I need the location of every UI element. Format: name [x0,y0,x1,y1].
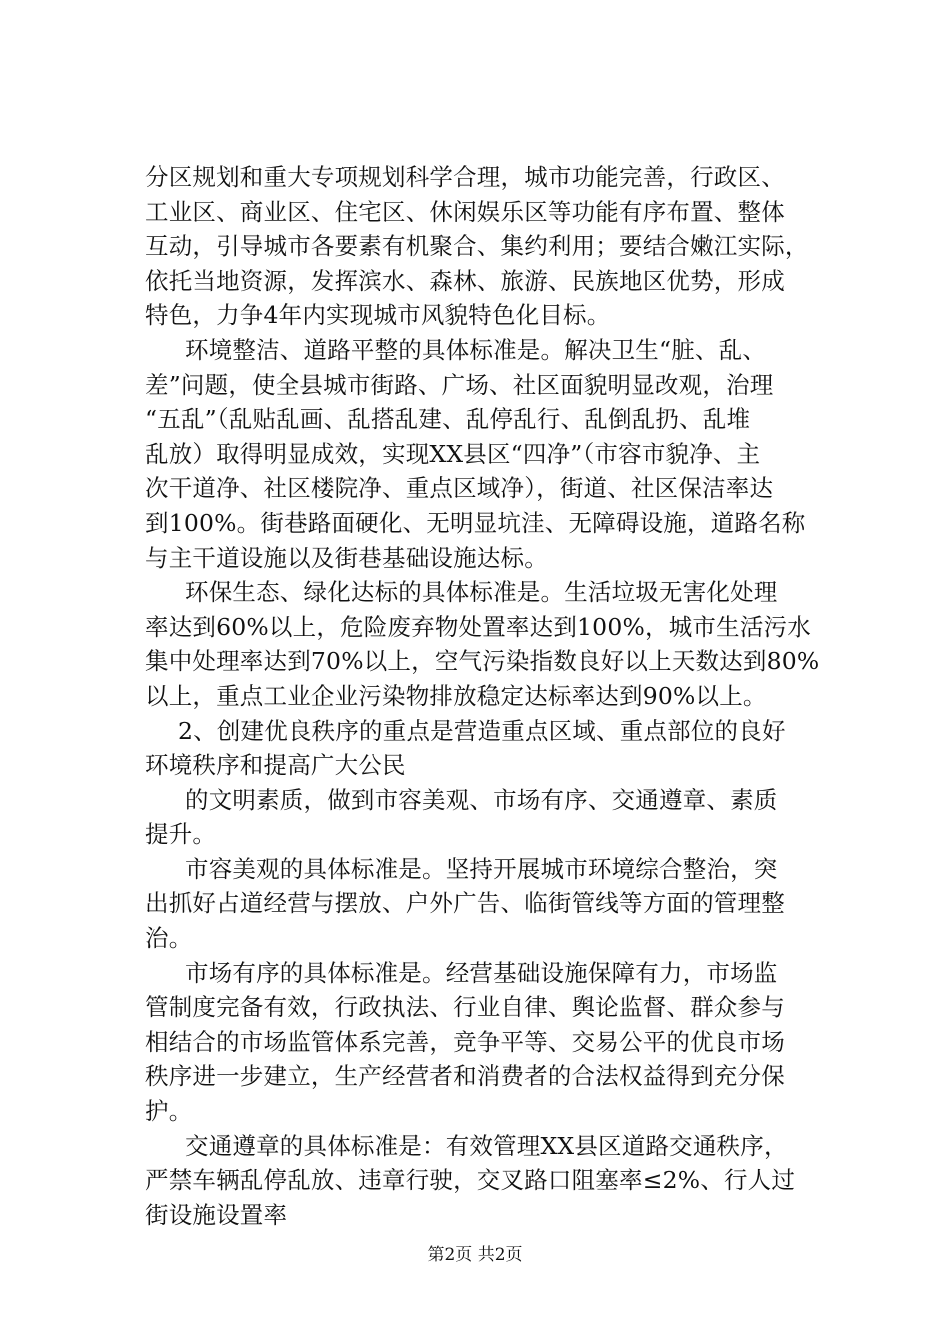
text-line: 乱放）取得明显成效，实现XX县区“四净”（市容市貌净、主 [145,439,761,468]
page-footer: 第2页 共2页 [427,1245,523,1265]
text-line: 2、创建优良秩序的重点是营造重点区域、重点部位的良好 [178,716,786,745]
text-line: 环境秩序和提高广大公民 [145,751,406,780]
text-line: 依托当地资源，发挥滨水、森林、旅游、民族地区优势，形成 [145,266,785,295]
text-line: 工业区、商业区、住宅区、休闲娱乐区等功能有序布置、整体 [145,197,785,226]
text-line: 严禁车辆乱停乱放、违章行驶，交叉路口阻塞率≤2%、行人过 [145,1166,796,1195]
text-line: 市场有序的具体标准是。经营基础设施保障有力，市场监 [185,958,778,987]
text-line: 出抓好占道经营与摆放、户外广告、临街管线等方面的管理整 [145,889,785,918]
text-line: 互动，引导城市各要素有机聚合、集约利用；要结合嫩江实际， [145,232,809,261]
text-line: 秩序进一步建立，生产经营者和消费者的合法权益得到充分保 [145,1062,785,1091]
document-body [145,160,835,1232]
text-line: 市容美观的具体标准是。坚持开展城市环境综合整治，突 [185,854,778,883]
text-line: 特色，力争4年内实现城市风貌特色化目标。 [145,301,611,330]
text-line: 环境整洁、道路平整的具体标准是。解决卫生“脏、乱、 [185,335,767,364]
text-line: 交通遵章的具体标准是：有效管理XX县区道路交通秩序， [185,1131,788,1160]
text-line: 治。 [145,924,193,953]
text-line: 以上，重点工业企业污染物排放稳定达标率达到90%以上。 [145,681,767,710]
text-line: 街设施设置率 [145,1200,288,1229]
text-line: 环保生态、绿化达标的具体标准是。生活垃圾无害化处理 [185,578,778,607]
text-line: 到100%。街巷路面硬化、无明显坑洼、无障碍设施，道路名称 [145,508,806,537]
text-line: 集中处理率达到70%以上，空气污染指数良好以上天数达到80% [145,647,820,676]
text-line: 管制度完备有效，行政执法、行业自律、舆论监督、群众参与 [145,993,785,1022]
text-line: 提升。 [145,820,217,849]
text-line: 相结合的市场监管体系完善，竞争平等、交易公平的优良市场 [145,1027,785,1056]
text-line: 护。 [145,1097,193,1126]
text-line: 分区规划和重大专项规划科学合理，城市功能完善，行政区、 [145,163,785,191]
text-line: “五乱”（乱贴乱画、乱搭乱建、乱停乱行、乱倒乱扔、乱堆 [145,405,751,434]
text-line: 差”问题，使全县城市街路、广场、社区面貌明显改观，治理 [145,370,774,399]
text-line: 次干道净、社区楼院净、重点区域净），街道、社区保洁率达 [145,474,774,503]
text-line: 的文明素质，做到市容美观、市场有序、交通遵章、素质 [185,785,778,814]
text-line: 率达到60%以上，危险废弃物处置率达到100%，城市生活污水 [145,612,811,641]
text-line: 与主干道设施以及街巷基础设施达标。 [145,543,548,572]
